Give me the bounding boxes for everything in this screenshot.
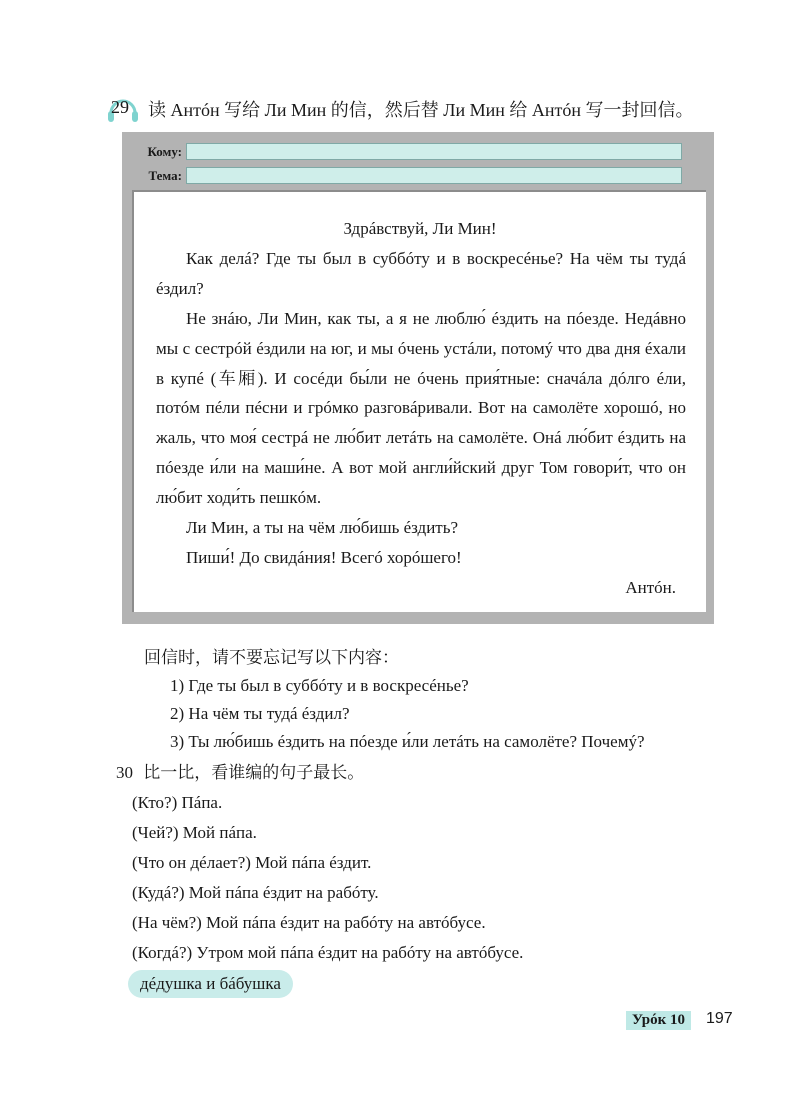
reply-items [144,672,645,756]
sentence-line: (Кто?) Пáпа. [132,793,223,812]
to-row [130,143,682,160]
subject-field[interactable] [186,167,682,184]
reply-intro: 回信时，请不要忘记写以下内容： [144,648,399,667]
subject-label: Тема: [148,167,182,183]
exercise-30-header [116,758,523,788]
reply-item: 1) Где ты был в суббóту и в воскресéнье? [170,676,469,695]
reply-instructions [144,644,645,756]
subject-row [130,167,682,184]
sentence-line: (Кудá?) Мой пáпа éздит на рабóту. [132,883,379,902]
to-label: Кому: [147,143,182,159]
letter-body [132,190,706,612]
letter-greeting: Здрáвствуй, Ли Мин! [343,219,497,238]
letter-paragraph-4: Пиши́! До свидáния! Всегó хорóшего! [186,548,462,567]
exercise-29-header [106,92,693,126]
sentence-line: (Чей?) Мой пáпа. [132,823,257,842]
to-field[interactable] [186,143,682,160]
lesson-badge: Урóк 10 [626,1011,691,1030]
sentence-line: (На чём?) Мой пáпа éздит на рабóту на автóбусе. [132,913,486,932]
exercise-instruction: 读 Антóн 写给 Ли Мин 的信，然后替 Ли Мин 给 Антóн 写一封回信。 [148,100,694,120]
exercise-30 [116,758,523,999]
reply-item: 2) На чём ты тудá éздил? [170,704,350,723]
exercise-number: 30 [116,763,133,782]
word-chip: дéдушка и бáбушка [128,970,293,998]
exercise-30-lines [116,788,523,968]
sentence-line: (Когдá?) Утром мой пáпа éздит на рабóту на автóбусе. [132,943,524,962]
reply-item: 3) Ты лю́бишь éздить на пóезде и́ли летáть на самолёте? Почемý? [170,732,645,751]
exercise-number: 29 [111,97,129,117]
page-number: 197 [706,1010,733,1027]
exercise-instruction: 比一比，看谁编的句子最长。 [143,763,365,782]
letter-paragraph-1: Как делá? Где ты был в суббóту и в воскресéнье? На чём ты тудá éздил? [156,249,686,298]
sentence-line: (Что он дéлает?) Мой пáпа éздит. [132,853,372,872]
letter-paragraph-3: Ли Мин, а ты на чём лю́бишь éздить? [186,518,459,537]
exercise-29-badge [106,92,140,126]
letter-paragraph-2: Не знáю, Ли Мин, как ты, а я не люблю́ éздить на пóезде. Недáвно мы с сестрóй éздили на юг, и мы óчень устáли, потомý что два дня éхали в купé (车厢). И сосéди бы́ли не óчень прия́тные: сначáла дóлго éли, потóм пéли пéсни и грóмко разговáривали. Вот на самолёте хорошó, но жаль, что моя́ сестрá не лю́бит летáть на самолёте. Онá лю́бит éздить на пóезде и́ли на маши́не. А вот мой англи́йский друг Том говори́т, что он лю́бит ходи́ть пешкóм. [156,309,686,507]
email-window [122,132,714,624]
letter-signature: Антóн. [625,578,676,597]
